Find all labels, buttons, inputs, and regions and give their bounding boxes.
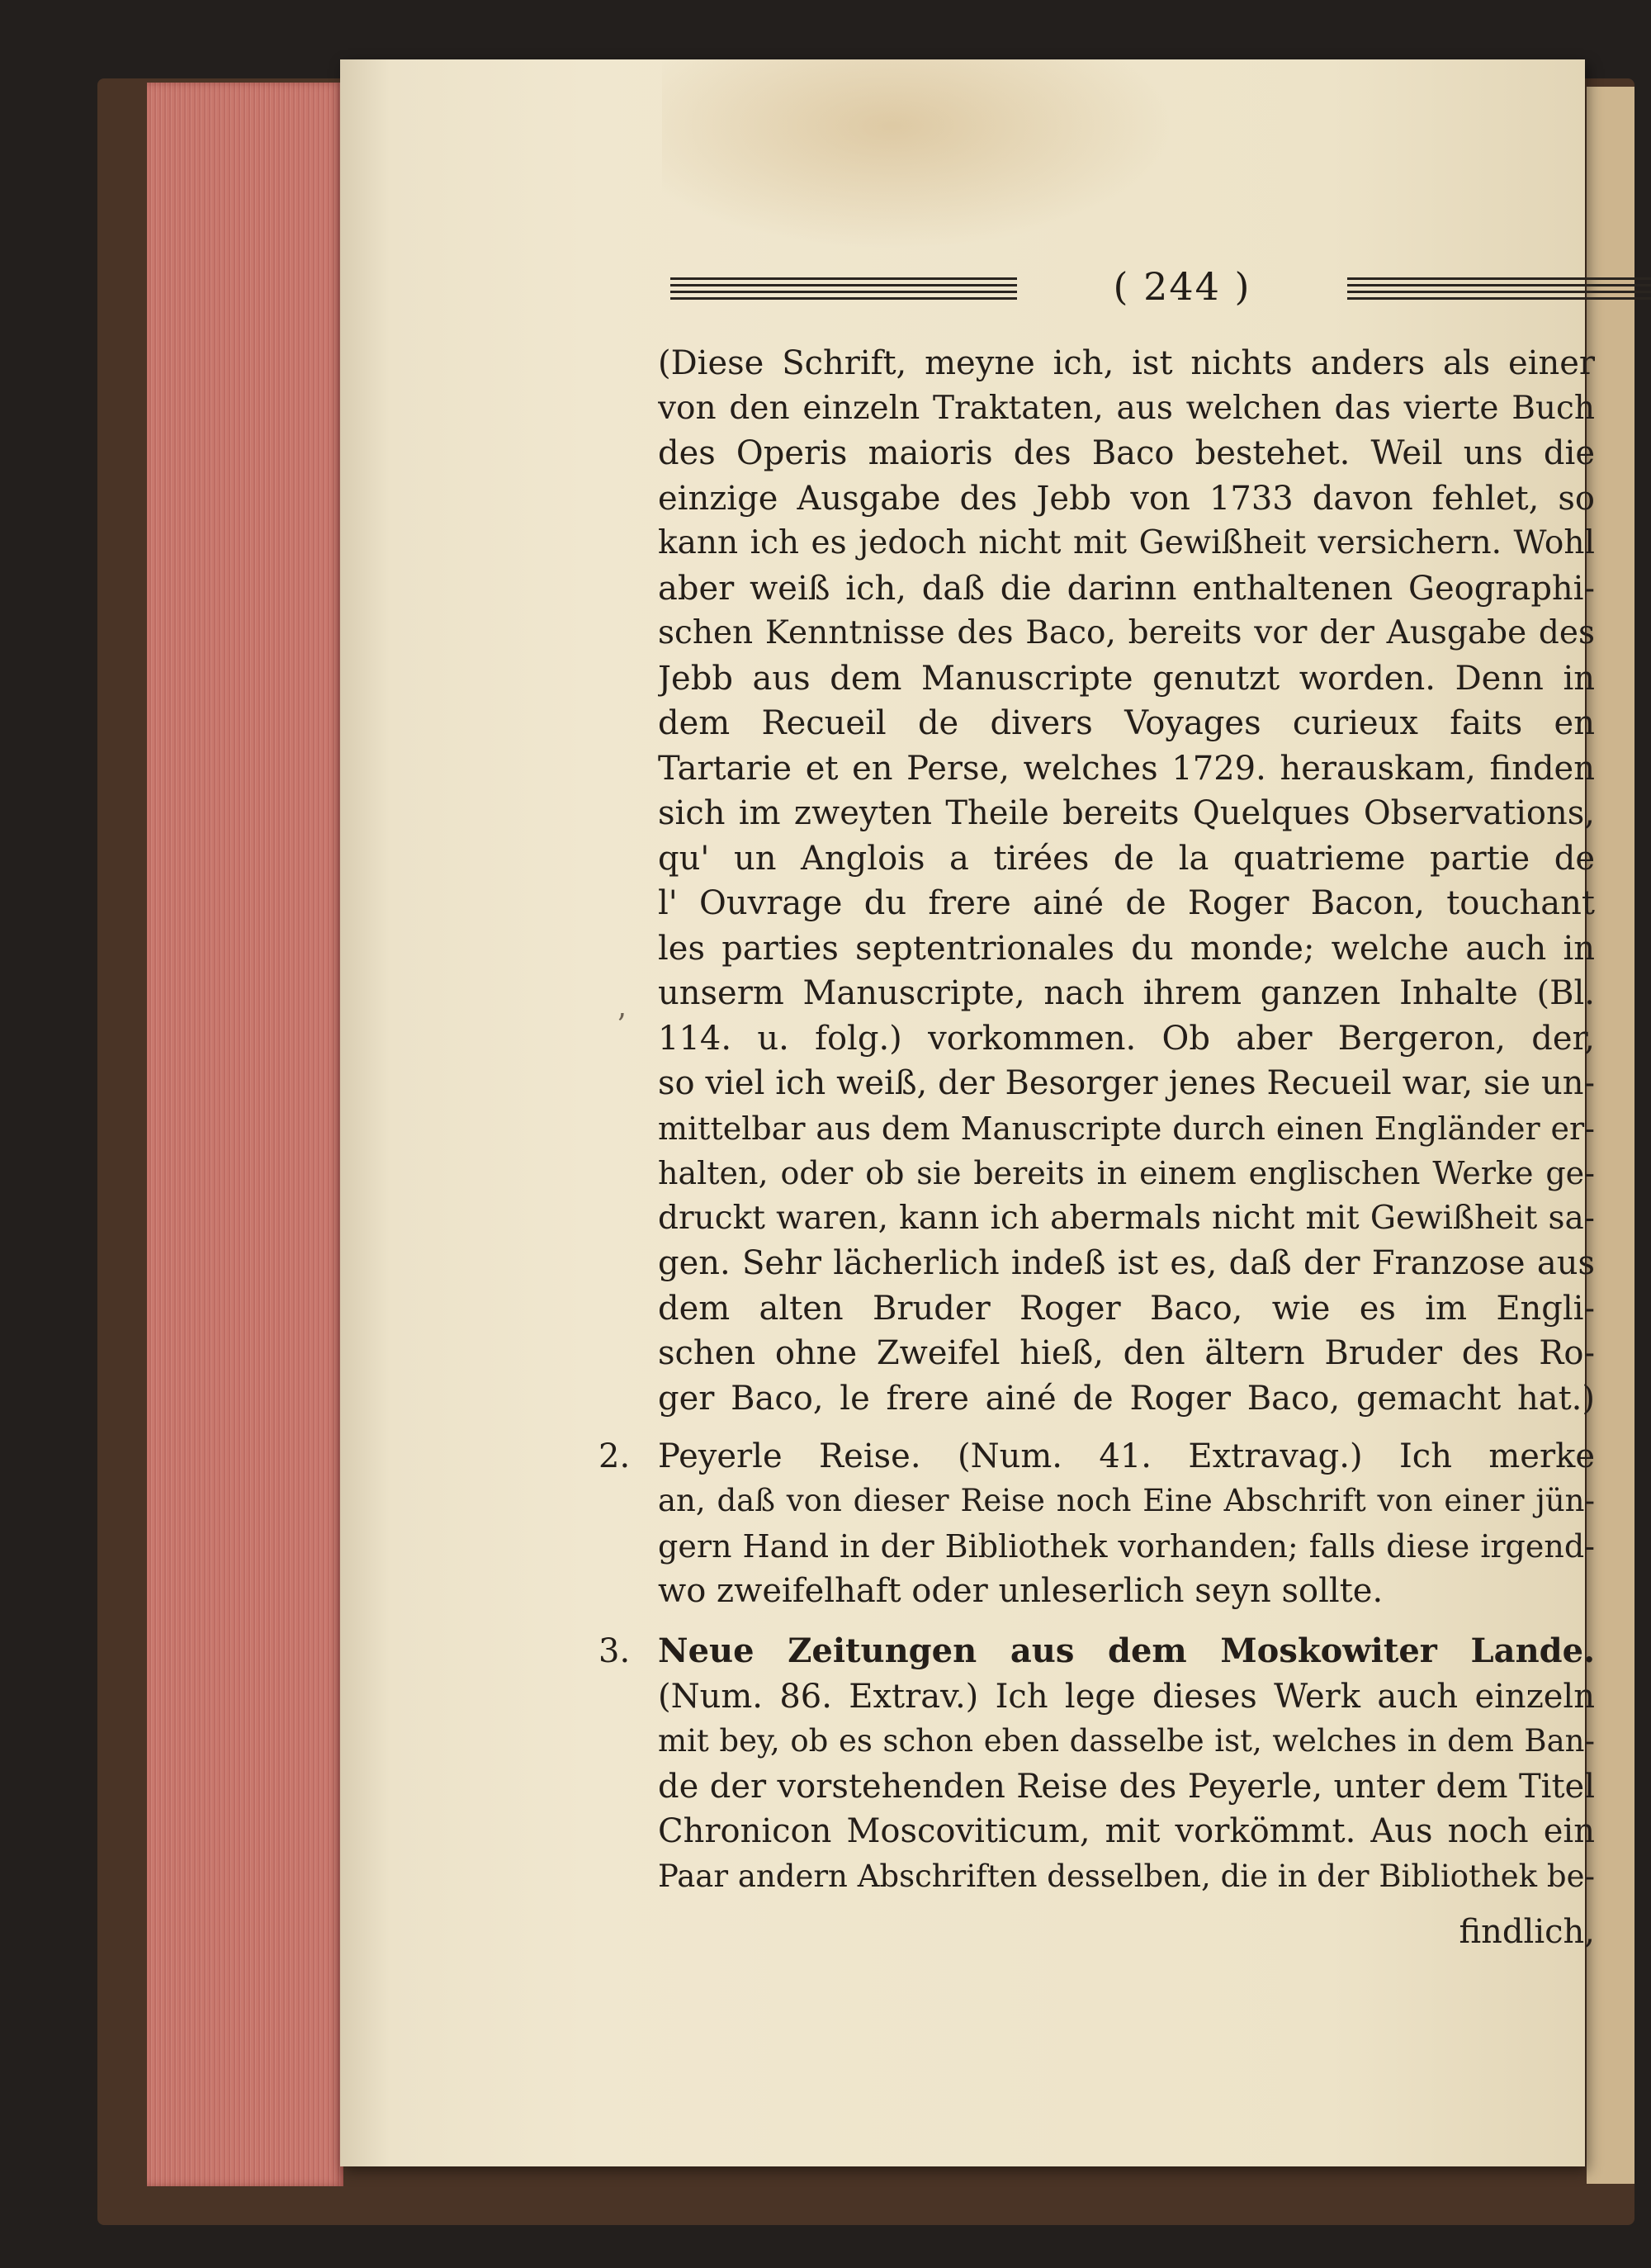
text-line: gen. Sehr lächerlich indeß ist es, daß der Franzose aus — [658, 1244, 1595, 1282]
water-stain — [662, 59, 1174, 249]
book-page — [340, 59, 1595, 2166]
text-line: de der vorstehenden Reise des Peyerle, unter dem Titel — [658, 1768, 1595, 1806]
text-line: halten, oder ob sie bereits in einem englischen Werke ge- — [658, 1155, 1595, 1191]
text-line: dem alten Bruder Roger Baco, wie es im Engli- — [658, 1290, 1595, 1328]
page-edges — [147, 83, 343, 2186]
text-line: wo zweifelhaft oder unleserlich seyn sollte. — [658, 1572, 1384, 1610]
text-line: Tartarie et en Perse, welches 1729. herauskam, finden — [658, 750, 1595, 788]
text-line: (Diese Schrift, meyne ich, ist nichts anders als einer — [658, 344, 1595, 382]
text-line: Peyerle Reise. (Num. 41. Extravag.) Ich merke — [658, 1437, 1595, 1475]
text-line: l' Ouvrage du frere ainé de Roger Bacon, touchant — [658, 884, 1595, 922]
text-line: des Operis maioris des Baco bestehet. Weil uns die — [658, 434, 1595, 472]
text-line: unserm Manuscripte, nach ihrem ganzen Inhalte (Bl. — [658, 974, 1595, 1012]
text-line: mit bey, ob es schon eben dasselbe ist, welches in dem Ban- — [658, 1723, 1595, 1759]
text-line: Chronicon Moscoviticum, mit vorkömmt. Aus noch ein — [658, 1812, 1595, 1850]
text-line: kann ich es jedoch nicht mit Gewißheit versichern. Wohl — [658, 524, 1595, 561]
text-line: druckt waren, kann ich abermals nicht mit Gewißheit sa- — [658, 1200, 1595, 1237]
text-line: Jebb aus dem Manuscripte genutzt worden. Denn in — [658, 660, 1595, 698]
text-line: qu' un Anglois a tirées de la quatrieme partie de — [658, 840, 1595, 878]
header-rule-right — [1347, 277, 1651, 302]
text-line: (Num. 86. Extrav.) Ich lege dieses Werk auch einzeln — [658, 1678, 1595, 1716]
page-header — [670, 264, 1651, 322]
text-line: an, daß von dieser Reise noch Eine Abschrift von einer jün- — [658, 1483, 1595, 1518]
text-line: schen Kenntnisse des Baco, bereits vor der Ausgabe des — [658, 614, 1595, 651]
text-line: sich im zweyten Theile bereits Quelques Observations, — [658, 794, 1595, 832]
text-line: 114. u. folg.) vorkommen. Ob aber Bergeron, der, — [658, 1020, 1595, 1058]
text-line: von den einzeln Traktaten, aus welchen das vierte Buch — [658, 390, 1595, 427]
page-number: ( 244 ) — [1113, 264, 1251, 309]
catchword: findlich, — [1459, 1913, 1595, 1951]
text-line: aber weiß ich, daß die darinn enthaltenen Geographi- — [658, 570, 1595, 608]
header-rule-left — [670, 277, 1017, 302]
text-line: les parties septentrionales du monde; welche auch in — [658, 930, 1595, 968]
item-number: 3. — [598, 1632, 631, 1670]
text-line: einzige Ausgabe des Jebb von 1733 davon fehlet, so — [658, 480, 1595, 518]
item-number: 2. — [598, 1437, 631, 1475]
text-line: Paar andern Abschriften desselben, die in der Bibliothek be- — [658, 1858, 1595, 1894]
text-line: so viel ich weiß, der Besorger jenes Recueil war, sie un- — [658, 1064, 1595, 1102]
text-line: dem Recueil de divers Voyages curieux faits en — [658, 704, 1595, 742]
text-line: mittelbar aus dem Manuscripte durch einen Engländer er- — [658, 1110, 1595, 1147]
item-heading: Neue Zeitungen aus dem Moskowiter Lande. — [658, 1631, 1595, 1670]
text-line: gern Hand in der Bibliothek vorhanden; falls diese irgend- — [658, 1528, 1595, 1565]
text-line: ger Baco, le frere ainé de Roger Baco, gemacht hat.) — [658, 1380, 1595, 1418]
pencil-mark: ʼ — [616, 1009, 626, 1043]
text-line: schen ohne Zweifel hieß, den ältern Bruder des Ro- — [658, 1334, 1595, 1372]
